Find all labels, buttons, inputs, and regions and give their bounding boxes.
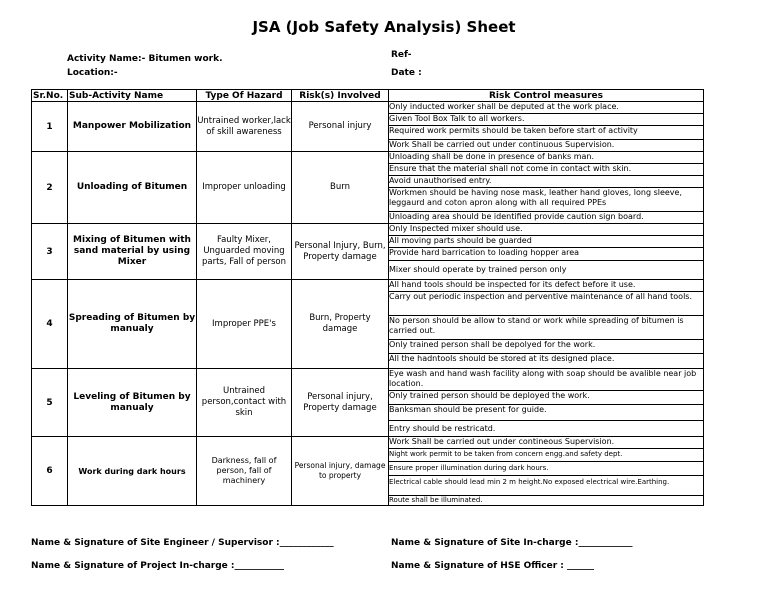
control-measure: Entry should be restricatd.	[389, 421, 704, 437]
hazard-type: Faulty Mixer, Unguarded moving parts, Fall of person	[197, 224, 292, 280]
control-measure: Mixer should operate by trained person only	[389, 261, 704, 280]
control-measure: Ensure that the material shall not come in contact with skin.	[389, 164, 704, 176]
control-measure: All moving parts should be guarded	[389, 236, 704, 248]
hazard-type: Untrained worker,lack of skill awareness	[197, 102, 292, 152]
col-header-sub-activity: Sub-Activity Name	[68, 90, 197, 102]
control-measure: Carry out periodic inspection and perventive maintenance of all hand tools.	[389, 292, 704, 316]
row-number: 6	[32, 437, 68, 506]
sub-activity-name: Work during dark hours	[68, 437, 197, 506]
table-row	[32, 152, 704, 164]
col-header-risk: Risk(s) Involved	[292, 90, 389, 102]
table-row	[32, 280, 704, 292]
control-measure: Banksman should be present for guide.	[389, 405, 704, 421]
control-measure: Unloading area should be identified provide caution sign board.	[389, 212, 704, 224]
table-row	[32, 369, 704, 391]
date-label: Date :	[391, 68, 422, 78]
project-incharge-signature: Name & Signature of Project In-charge :___________	[31, 561, 285, 571]
control-measure: Only trained person shall be depolyed for the work.	[389, 340, 704, 354]
control-measure: Electrical cable should lead min 2 m height.No exposed electrical wire.Earthing.	[389, 476, 704, 496]
control-measure: No person should be allow to stand or work while spreading of bitumen is carried out.	[389, 316, 704, 340]
control-measure: Given Tool Box Talk to all workers.	[389, 114, 704, 126]
jsa-table	[31, 89, 704, 506]
risk-involved: Personal injury, damage to property	[292, 437, 389, 506]
table-row	[32, 102, 704, 114]
control-measure: Ensure proper illumination during dark hours.	[389, 462, 704, 476]
col-header-control: Risk Control measures	[389, 90, 704, 102]
hazard-type: Darkness, fall of person, fall of machinery	[197, 437, 292, 506]
sub-activity-name: Spreading of Bitumen by manualy	[68, 280, 197, 369]
sub-activity-name: Leveling of Bitumen by manualy	[68, 369, 197, 437]
risk-involved: Personal injury	[292, 102, 389, 152]
row-number: 1	[32, 102, 68, 152]
col-header-sr-no: Sr.No.	[32, 90, 68, 102]
control-measure: All hand tools should be inspected for its defect before it use.	[389, 280, 704, 292]
location-label: Location:-	[67, 68, 118, 78]
row-number: 2	[32, 152, 68, 224]
row-number: 5	[32, 369, 68, 437]
control-measure: Route shall be illuminated.	[389, 496, 704, 506]
control-measure: Work Shall be carried out under contineous Supervision.	[389, 437, 704, 449]
site-engineer-signature: Name & Signature of Site Engineer / Supervisor :____________	[31, 538, 334, 548]
row-number: 3	[32, 224, 68, 280]
control-measure: Workmen should be having nose mask, leather hand gloves, long sleeve, leggaurd and coton apron along with all required PPEs	[389, 188, 704, 212]
ref-label: Ref-	[391, 50, 412, 60]
control-measure: Eye wash and hand wash facility along with soap should be avalible near job location.	[389, 369, 704, 391]
control-measure: Unloading shall be done in presence of banks man.	[389, 152, 704, 164]
table-row	[32, 437, 704, 449]
sheet-title: JSA (Job Safety Analysis) Sheet	[252, 18, 516, 36]
table-header-row	[32, 90, 704, 102]
col-header-hazard: Type Of Hazard	[197, 90, 292, 102]
control-measure: Night work permit to be taken from concern engg.and safety dept.	[389, 449, 704, 462]
risk-involved: Personal Injury, Burn, Property damage	[292, 224, 389, 280]
hse-officer-signature: Name & Signature of HSE Officer : ______	[391, 561, 595, 571]
activity-name: Activity Name:- Bitumen work.	[67, 54, 223, 64]
risk-involved: Burn, Property damage	[292, 280, 389, 369]
site-incharge-signature: Name & Signature of Site In-charge :____________	[391, 538, 633, 548]
sub-activity-name: Unloading of Bitumen	[68, 152, 197, 224]
control-measure: Only trained person should be deployed the work.	[389, 391, 704, 405]
table-row	[32, 224, 704, 236]
hazard-type: Untrained person,contact with skin	[197, 369, 292, 437]
control-measure: Only inducted worker shall be deputed at the work place.	[389, 102, 704, 114]
control-measure: Avoid unauthorised entry.	[389, 176, 704, 188]
control-measure: Required work permits should be taken before start of activity	[389, 126, 704, 140]
sub-activity-name: Mixing of Bitumen with sand material by using Mixer	[68, 224, 197, 280]
risk-involved: Burn	[292, 152, 389, 224]
control-measure: Work Shall be carried out under continuous Supervision.	[389, 140, 704, 152]
sub-activity-name: Manpower Mobilization	[68, 102, 197, 152]
risk-involved: Personal injury, Property damage	[292, 369, 389, 437]
hazard-type: Improper unloading	[197, 152, 292, 224]
control-measure: Provide hard barrication to loading hopper area	[389, 248, 704, 261]
hazard-type: Improper PPE's	[197, 280, 292, 369]
control-measure: Only Inspected mixer should use.	[389, 224, 704, 236]
row-number: 4	[32, 280, 68, 369]
control-measure: All the hadntools should be stored at its designed place.	[389, 354, 704, 369]
